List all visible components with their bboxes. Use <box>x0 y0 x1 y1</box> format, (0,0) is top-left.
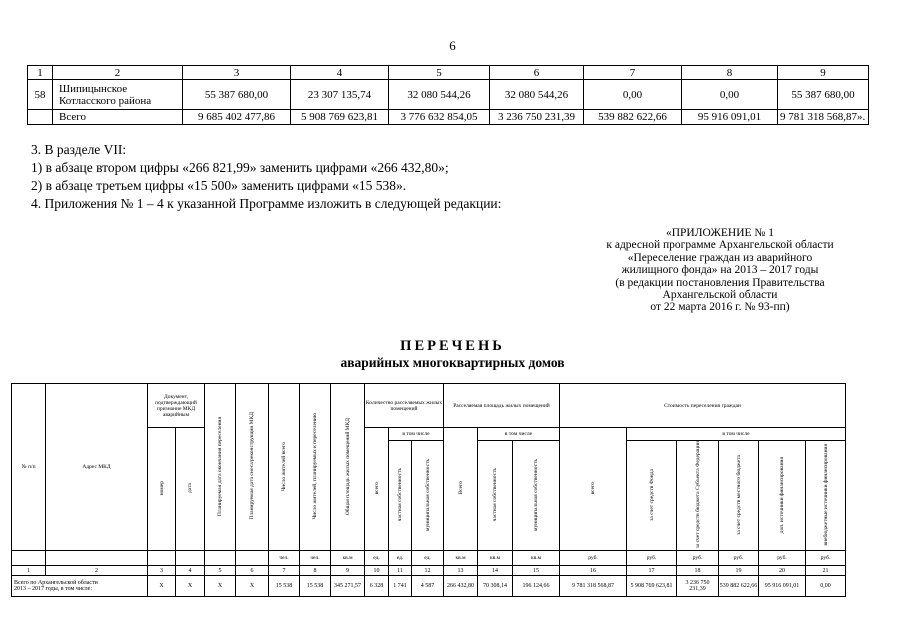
value-cell: 3 236 750 231,39 <box>490 110 584 125</box>
header-cost-fund: за счет средств Фонда <box>627 441 677 551</box>
col-num: 7 <box>269 566 300 576</box>
col-num: 12 <box>412 566 444 576</box>
unit: кв.м <box>444 551 478 566</box>
appendix-line: «Переселение граждан из аварийного <box>627 251 813 264</box>
header-residents: Число жителей всего <box>269 384 300 551</box>
col-num: 19 <box>719 566 759 576</box>
value-cell: 0,00 <box>682 80 778 110</box>
value-cell: 23 307 135,74 <box>291 80 389 110</box>
header-area-incl: в том числе <box>478 428 560 441</box>
header-num: № п/п <box>12 384 46 551</box>
row-number <box>28 110 53 125</box>
appendix-line: от 22 марта 2016 г. № 93-пп) <box>650 301 790 314</box>
value-cell: 196 124,66 <box>513 576 560 597</box>
header-cost: Стоимость переселения граждан <box>560 384 846 428</box>
value-cell: 15 538 <box>269 576 300 597</box>
unit: руб. <box>759 551 806 566</box>
unit: руб. <box>560 551 627 566</box>
value-cell: 1 741 <box>389 576 412 597</box>
header-doc-date: дата <box>176 428 205 551</box>
appendix-line: Архангельской области <box>662 289 778 302</box>
col-num: 6 <box>490 66 584 80</box>
header-quantity: Количество расселяемых жилых помещений <box>365 384 444 428</box>
value-cell: 9 781 318 568,87 <box>560 576 627 597</box>
header-cost-extra-full: внебюджетные источники финансирования <box>806 441 846 551</box>
col-num: 5 <box>205 566 236 576</box>
row-number: 58 <box>28 80 53 110</box>
municipality-name: Шипицынское Котласского района <box>53 80 183 110</box>
value-cell: 32 080 544,26 <box>389 80 490 110</box>
value-cell: 0,00 <box>584 80 682 110</box>
header-cost-incl: в том числе <box>627 428 846 441</box>
col-num: 8 <box>300 566 331 576</box>
unit: руб. <box>677 551 719 566</box>
unit: кв.м <box>478 551 513 566</box>
header-qty-total: всего <box>365 428 389 551</box>
col-num: 14 <box>478 566 513 576</box>
units-row <box>12 551 846 566</box>
value-cell: 4 587 <box>412 576 444 597</box>
col-num: 3 <box>183 66 291 80</box>
value-cell: 9 781 318 568,87». <box>778 110 869 125</box>
value-cell: 5 908 769 623,81 <box>291 110 389 125</box>
unit: руб. <box>719 551 759 566</box>
header-cost-total: всего <box>560 428 627 551</box>
col-num: 7 <box>584 66 682 80</box>
total-row <box>12 576 846 597</box>
value-cell: 55 387 680,00 <box>183 80 291 110</box>
appendix-line: (в редакции постановления Правительства <box>615 276 825 289</box>
unit: кв.м <box>513 551 560 566</box>
value-cell: 32 080 544,26 <box>490 80 584 110</box>
paragraph: 4. Приложения № 1 – 4 к указанной Программе изложить в следующей редакции: <box>31 196 502 211</box>
value-cell: 15 538 <box>300 576 331 597</box>
value-cell: 3 776 632 854,05 <box>389 110 490 125</box>
appendix-header <box>590 227 850 314</box>
header-area: Расселяемая площадь жилых помещений <box>444 384 560 428</box>
header-qty-municipal: муниципальная собственность <box>412 441 444 551</box>
value-cell: 5 908 769 623,81 <box>627 576 677 597</box>
page-number: 6 <box>449 38 456 53</box>
col-num: 2 <box>53 66 183 80</box>
col-num: 20 <box>759 566 806 576</box>
unit: чел. <box>269 551 300 566</box>
col-num: 18 <box>677 566 719 576</box>
value-cell: 6 328 <box>365 576 389 597</box>
col-num: 3 <box>148 566 176 576</box>
header-row-1 <box>12 384 846 428</box>
unit: руб. <box>627 551 677 566</box>
col-num: 2 <box>46 566 148 576</box>
value-cell: 95 916 091,01 <box>682 110 778 125</box>
value-cell: 539 882 622,66 <box>719 576 759 597</box>
column-number-row <box>28 66 869 80</box>
col-num: 9 <box>778 66 869 80</box>
col-num: 1 <box>28 66 53 80</box>
value-cell: 3 236 750 231,39 <box>677 576 719 597</box>
emergency-houses-table <box>11 383 846 597</box>
value-cell: X <box>148 576 176 597</box>
header-qty-private: частная собственность <box>389 441 412 551</box>
appendix-line: к адресной программе Архангельской области <box>606 239 834 252</box>
header-document: Документ, подтверждающий признание МКД аварийным <box>148 384 205 428</box>
col-num: 1 <box>12 566 46 576</box>
col-num: 5 <box>389 66 490 80</box>
col-num: 8 <box>682 66 778 80</box>
document-subtitle: аварийных многоквартирных домов <box>340 355 565 370</box>
unit: ед. <box>365 551 389 566</box>
paragraph: 3. В разделе VII: <box>31 142 127 157</box>
value-cell: X <box>236 576 269 597</box>
value-cell: X <box>205 576 236 597</box>
col-num: 11 <box>389 566 412 576</box>
col-num: 21 <box>806 566 846 576</box>
col-num: 16 <box>560 566 627 576</box>
budget-continuation-table <box>27 65 869 125</box>
value-cell: 539 882 622,66 <box>584 110 682 125</box>
col-num: 15 <box>513 566 560 576</box>
header-cost-subject: за счет средств бюджета Субъекта Федерации <box>677 441 719 551</box>
header-residents-planned: Число жителей, планируемых к переселению <box>300 384 331 551</box>
value-cell: X <box>176 576 205 597</box>
value-cell: 9 685 402 477,86 <box>183 110 291 125</box>
header-area-municipal: муниципальная собственность <box>513 441 560 551</box>
appendix-line: «ПРИЛОЖЕНИЕ № 1 <box>665 227 774 239</box>
col-num: 9 <box>331 566 365 576</box>
header-planned-end: Планируемая дата окончания переселения <box>205 384 236 551</box>
column-number-row <box>12 566 846 576</box>
unit: ед. <box>412 551 444 566</box>
header-total-area: Общая площадь жилых помещений МКД <box>331 384 365 551</box>
document-title: ПЕРЕЧЕНЬ <box>400 338 505 354</box>
table-row <box>28 80 869 110</box>
col-num: 17 <box>627 566 677 576</box>
value-cell: 266 432,80 <box>444 576 478 597</box>
paragraph: 1) в абзаце втором цифры «266 821,99» заменить цифрами «266 432,80»; <box>31 160 449 175</box>
header-area-total: Всего <box>444 428 478 551</box>
appendix-line: жилищного фонда» на 2013 – 2017 годы <box>621 264 819 277</box>
total-label: Всего по Архангельской области 2013 – 2017 годы, в том числе: <box>12 576 148 597</box>
header-address: Адрес МКД <box>46 384 148 551</box>
total-label: Всего <box>53 110 183 125</box>
unit: ед. <box>389 551 412 566</box>
col-num: 13 <box>444 566 478 576</box>
paragraph: 2) в абзаце третьем цифры «15 500» заменить цифрами «15 538». <box>31 178 407 193</box>
value-cell: 55 387 680,00 <box>778 80 869 110</box>
col-num: 10 <box>365 566 389 576</box>
table-row-total <box>28 110 869 125</box>
col-num: 4 <box>291 66 389 80</box>
value-cell: 345 271,57 <box>331 576 365 597</box>
header-cost-extra: доп. источники финансирования <box>759 441 806 551</box>
header-qty-incl: в том числе <box>389 428 444 441</box>
unit: чел. <box>300 551 331 566</box>
header-cost-local: за счет средств местного бюджета <box>719 441 759 551</box>
col-num: 6 <box>236 566 269 576</box>
value-cell: 95 916 091,01 <box>759 576 806 597</box>
value-cell: 0,00 <box>806 576 846 597</box>
unit: кв.м <box>331 551 365 566</box>
header-area-private: частная собственность <box>478 441 513 551</box>
header-doc-number: номер <box>148 428 176 551</box>
header-planned-demolition: Планируемая дата сноса/реконструкции МКД <box>236 384 269 551</box>
value-cell: 70 308,14 <box>478 576 513 597</box>
col-num: 4 <box>176 566 205 576</box>
unit: руб. <box>806 551 846 566</box>
